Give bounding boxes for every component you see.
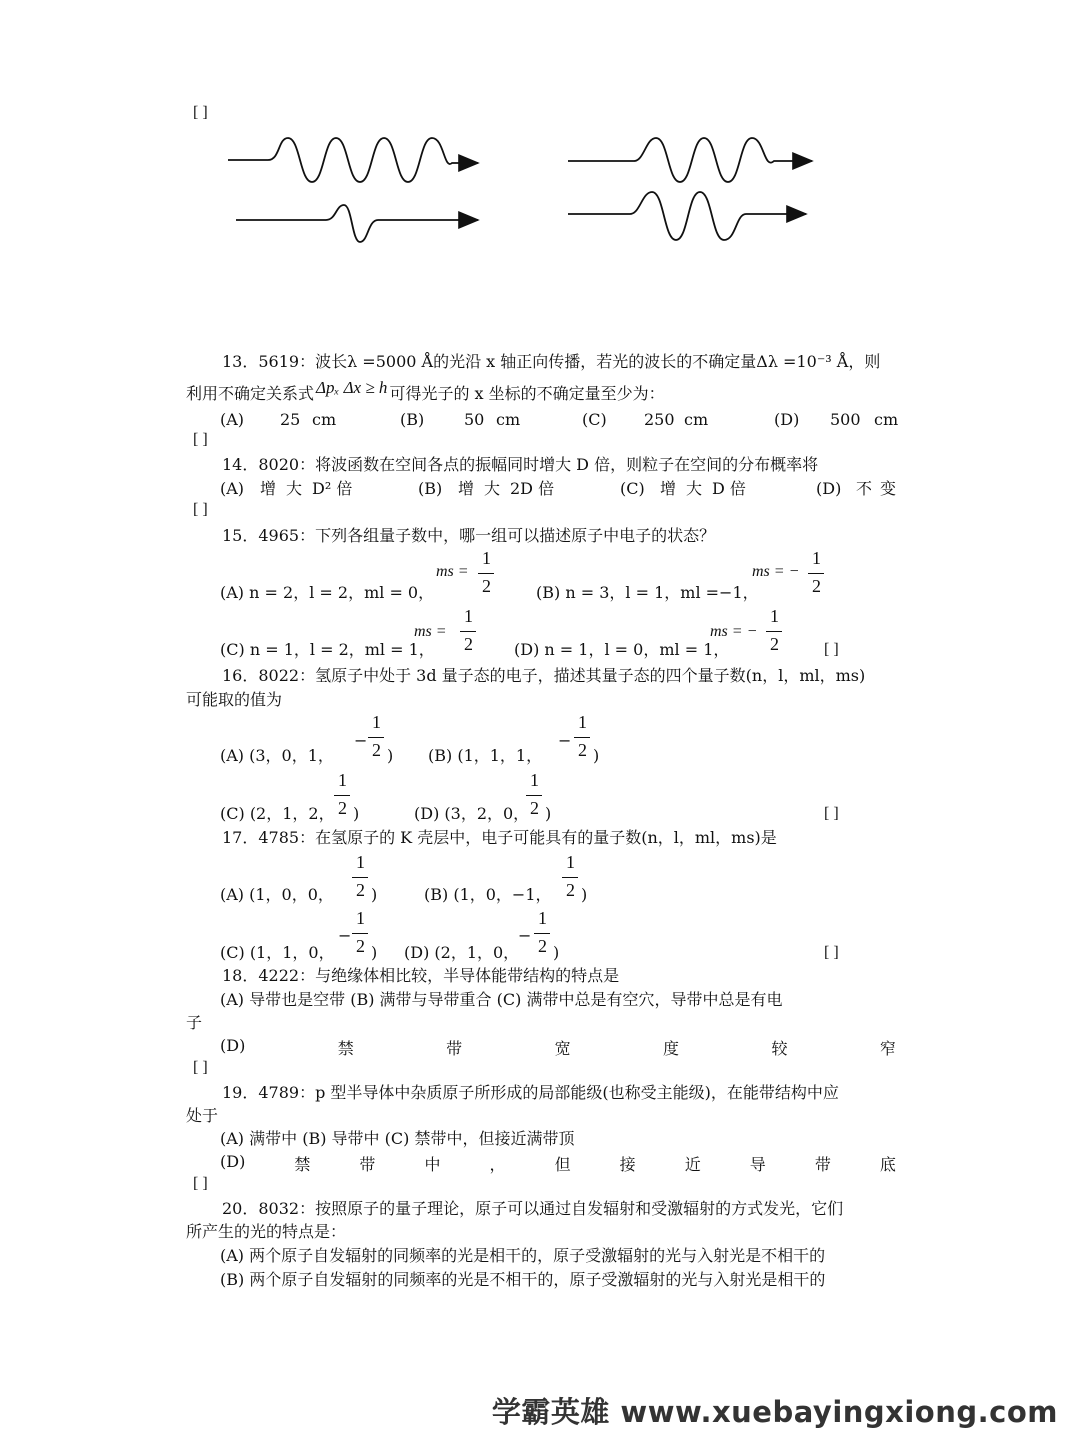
q19-stem: 19．4789：p 型半导体中杂质原子所形成的局部能级(也称受主能级)，在能带结构中应 — [222, 1083, 839, 1102]
answer-bracket: [ ] — [824, 944, 839, 961]
q15-option-d: (D) n = 1，l = 0，ml = 1， — [514, 640, 730, 659]
q15-b-ms: ms = − — [752, 563, 800, 580]
watermark: 学霸英雄 www.xuebayingxiong.com — [491, 1395, 1058, 1429]
q15-option-b: (B) n = 3，l = 1，ml =−1， — [536, 583, 759, 602]
q20-stem: 20．8032：按照原子的量子理论，原子可以通过自发辐射和受激辐射的方式发光，它们 — [222, 1199, 844, 1218]
q16-stem: 16．8022：氢原子中处于 3d 量子态的电子，描述其量子态的四个量子数(n，l，ml，ms) — [222, 666, 866, 685]
answer-bracket: [ ] — [193, 1175, 208, 1192]
q17-option-b: (B) (1，0，−1， — [424, 885, 552, 904]
answer-bracket: [ ] — [824, 805, 839, 822]
q19-stem-cont: 处于 — [186, 1106, 219, 1125]
wave-d — [568, 192, 806, 240]
q15-a-ms: ms = — [436, 563, 469, 580]
q16-option-d: (D) (3，2，0， — [414, 804, 530, 823]
q18-options-abc: (A) 导带也是空带 (B) 满带与导带重合 (C) 满带中总是有空穴，导带中总是有电 — [220, 990, 783, 1009]
q14-stem: 14．8020：将波函数在空间各点的振幅同时增大 D 倍，则粒子在空间的分布概率将 — [222, 455, 819, 474]
q19-option-d: (D) 禁 带 中 ， 但 接 近 导 带 底 — [220, 1152, 896, 1174]
minus-sign: − — [354, 731, 368, 750]
q17-option-c: (C) (1，1，0， — [220, 943, 335, 962]
q18-options-wrap: 子 — [186, 1013, 203, 1032]
q15-stem: 15．4965：下列各组量子数中，哪一组可以描述原子中电子的状态？ — [222, 526, 716, 545]
uncertainty-formula: Δpₓ Δx ≥ h — [316, 378, 388, 397]
q20-option-b: (B) 两个原子自发辐射的同频率的光是不相干的，原子受激辐射的光与入射光是相干的 — [220, 1270, 826, 1289]
answer-bracket: [ ] — [193, 1059, 208, 1076]
q13-stem-cont: 利用不确定关系式 Δpₓ Δx ≥ h 可得光子的 x 坐标的不确定量至少为： — [186, 378, 665, 403]
q15-option-a: (A) n = 2，l = 2，ml = 0， — [220, 583, 435, 602]
wave-packet-figure — [0, 0, 1080, 300]
minus-sign: − — [338, 926, 352, 945]
q17-option-a: (A) (1，0，0， — [220, 885, 334, 904]
wave-c — [236, 205, 478, 242]
q15-option-c: (C) n = 1，l = 2，ml = 1， — [220, 640, 435, 659]
q16-option-b: (B) (1，1，1， — [428, 746, 543, 765]
q17-option-d: (D) (2，1，0， — [404, 943, 520, 962]
q15-d-ms: ms = − — [710, 623, 758, 640]
q18-option-d: (D) 禁 带 宽 度 较 窄 — [220, 1036, 896, 1058]
q16-stem-cont: 可能取的值为 — [186, 690, 283, 709]
q18-stem: 18．4222：与绝缘体相比较，半导体能带结构的特点是 — [222, 966, 620, 985]
q15-c-ms: ms = — [414, 623, 447, 640]
q17-stem: 17．4785：在氢原子的 K 壳层中，电子可能具有的量子数(n，l，ml，ms)是 — [222, 828, 777, 847]
answer-bracket: [ ] — [824, 641, 839, 658]
q20-stem-cont: 所产生的光的特点是： — [186, 1222, 347, 1241]
minus-sign: − — [558, 731, 572, 750]
minus-sign: − — [518, 926, 532, 945]
answer-bracket: [ ] — [193, 104, 208, 121]
wave-b — [568, 138, 812, 182]
q19-options-abc: (A) 满带中 (B) 导带中 (C) 禁带中，但接近满带顶 — [220, 1129, 575, 1148]
q13-stem: 13．5619：波长λ =5000 Å的光沿 x 轴正向传播，若光的波长的不确定量Δλ =10⁻³ Å，则 — [222, 352, 881, 371]
answer-bracket: [ ] — [193, 501, 208, 518]
answer-bracket: [ ] — [193, 431, 208, 448]
wave-a — [228, 138, 478, 182]
q20-option-a: (A) 两个原子自发辐射的同频率的光是相干的，原子受激辐射的光与入射光是不相干的 — [220, 1246, 826, 1265]
q16-option-a: (A) (3，0，1， — [220, 746, 334, 765]
q16-option-c: (C) (2，1，2， — [220, 804, 335, 823]
